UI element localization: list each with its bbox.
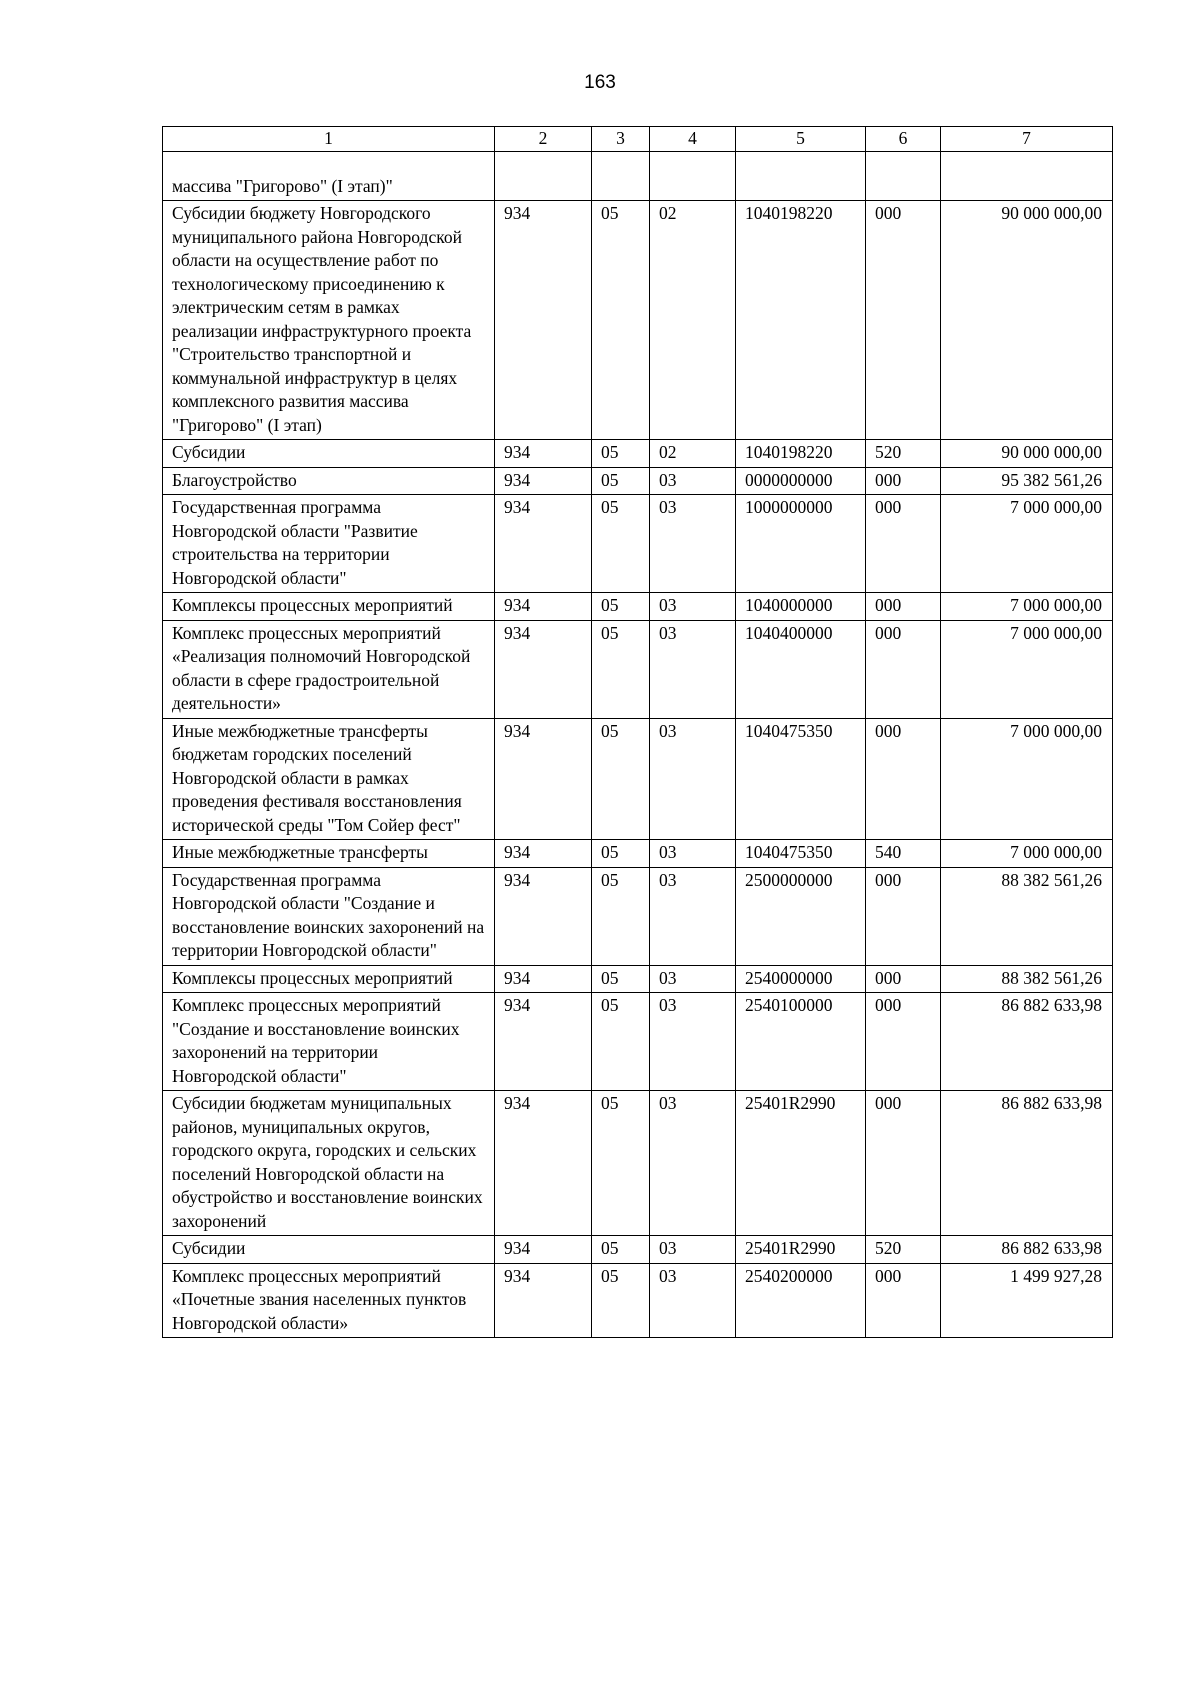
cell-c4: 03 [650,965,736,993]
table-row-continuation [163,152,1113,201]
cell-name: Государственная программа Новгородской области "Создание и восстановление воинских захоронений на территории Новгородской области" [163,867,495,965]
cell-c2: 934 [495,1263,592,1338]
table-row [163,1091,1113,1236]
table-row [163,840,1113,868]
table-row [163,495,1113,593]
cell-c6: 000 [866,495,941,593]
cell-name: Субсидии бюджетам муниципальных районов, муниципальных округов, городского округа, городских и сельских поселений Новгородской области на обустройство и восстановление воинских захоронений [163,1091,495,1236]
header-col-1: 1 [163,127,495,152]
cell-c5: 2540100000 [736,993,866,1091]
cell-c6: 000 [866,201,941,440]
header-col-6: 6 [866,127,941,152]
cell-amount [941,152,1113,201]
cell-c3: 05 [592,840,650,868]
cell-c3: 05 [592,718,650,840]
cell-c4: 03 [650,840,736,868]
table-row [163,867,1113,965]
cell-c3: 05 [592,620,650,718]
table-row [163,965,1113,993]
cell-c6: 000 [866,620,941,718]
cell-c2: 934 [495,867,592,965]
cell-c6: 000 [866,965,941,993]
cell-amount: 7 000 000,00 [941,840,1113,868]
cell-c2: 934 [495,593,592,621]
cell-c5: 0000000000 [736,467,866,495]
cell-c4: 03 [650,1091,736,1236]
cell-c5: 2540200000 [736,1263,866,1338]
cell-c5: 1040475350 [736,718,866,840]
cell-c4: 03 [650,993,736,1091]
cell-c3 [592,152,650,201]
cell-name: Субсидии [163,440,495,468]
cell-c4: 03 [650,467,736,495]
cell-c5: 2500000000 [736,867,866,965]
cell-c2: 934 [495,965,592,993]
cell-name: Государственная программа Новгородской области "Развитие строительства на территории Новгородской области" [163,495,495,593]
cell-c6: 000 [866,1263,941,1338]
cell-c2: 934 [495,718,592,840]
cell-amount: 7 000 000,00 [941,718,1113,840]
cell-name: Комплекс процессных мероприятий "Создание и восстановление воинских захоронений на территории Новгородской области" [163,993,495,1091]
cell-c5 [736,152,866,201]
cell-c4: 02 [650,201,736,440]
table-row [163,1236,1113,1264]
cell-c6: 520 [866,440,941,468]
cell-c2: 934 [495,201,592,440]
cell-c3: 05 [592,201,650,440]
cell-name: Иные межбюджетные трансферты [163,840,495,868]
cell-c2: 934 [495,495,592,593]
header-col-2: 2 [495,127,592,152]
cell-name: Субсидии [163,1236,495,1264]
cell-c4: 03 [650,718,736,840]
cell-name: Комплексы процессных мероприятий [163,593,495,621]
cell-name: Комплексы процессных мероприятий [163,965,495,993]
cell-c3: 05 [592,965,650,993]
cell-name: массива "Григорово" (I этап)" [163,152,495,201]
cell-amount: 7 000 000,00 [941,620,1113,718]
cell-amount: 88 382 561,26 [941,965,1113,993]
cell-c6: 520 [866,1236,941,1264]
cell-c3: 05 [592,867,650,965]
cell-c3: 05 [592,1091,650,1236]
header-col-5: 5 [736,127,866,152]
cell-c6: 000 [866,718,941,840]
cell-c2: 934 [495,440,592,468]
header-row [163,127,1113,152]
cell-c5: 1040000000 [736,593,866,621]
cell-c5: 1040198220 [736,440,866,468]
cell-c5: 1040400000 [736,620,866,718]
cell-amount: 7 000 000,00 [941,495,1113,593]
cell-c6: 000 [866,593,941,621]
table-row [163,201,1113,440]
cell-c6: 000 [866,467,941,495]
cell-c6: 000 [866,993,941,1091]
cell-name: Комплекс процессных мероприятий «Реализация полномочий Новгородской области в сфере градостроительной деятельности» [163,620,495,718]
cell-c5: 1040475350 [736,840,866,868]
cell-c3: 05 [592,593,650,621]
cell-c4 [650,152,736,201]
cell-amount: 90 000 000,00 [941,201,1113,440]
cell-c4: 03 [650,1263,736,1338]
cell-c5: 1040198220 [736,201,866,440]
cell-amount: 88 382 561,26 [941,867,1113,965]
table-row [163,467,1113,495]
cell-c4: 02 [650,440,736,468]
page-number: 163 [584,72,616,93]
cell-name: Субсидии бюджету Новгородского муниципального района Новгородской области на осуществление работ по технологическому присоединению к электрическим сетям в рамках реализации инфраструктурного проекта "Строительство транспортной и коммунальной инфраструктур в целях комплексного развития массива "Григорово" (I этап) [163,201,495,440]
cell-c2: 934 [495,1091,592,1236]
cell-c6: 540 [866,840,941,868]
cell-c5: 25401R2990 [736,1091,866,1236]
cell-amount: 7 000 000,00 [941,593,1113,621]
cell-c4: 03 [650,1236,736,1264]
table-row [163,993,1113,1091]
cell-name: Комплекс процессных мероприятий «Почетные звания населенных пунктов Новгородской области» [163,1263,495,1338]
cell-c3: 05 [592,467,650,495]
cell-c2: 934 [495,467,592,495]
cell-amount: 95 382 561,26 [941,467,1113,495]
table-row [163,440,1113,468]
header-col-4: 4 [650,127,736,152]
cell-amount: 86 882 633,98 [941,993,1113,1091]
cell-amount: 90 000 000,00 [941,440,1113,468]
cell-c3: 05 [592,1263,650,1338]
cell-c6 [866,152,941,201]
header-col-7: 7 [941,127,1113,152]
header-col-3: 3 [592,127,650,152]
cell-c5: 1000000000 [736,495,866,593]
table-row [163,620,1113,718]
cell-name: Благоустройство [163,467,495,495]
budget-table [162,126,1113,1338]
cell-c4: 03 [650,867,736,965]
cell-c5: 2540000000 [736,965,866,993]
cell-amount: 86 882 633,98 [941,1091,1113,1236]
cell-c3: 05 [592,993,650,1091]
cell-c2: 934 [495,993,592,1091]
table-row [163,593,1113,621]
cell-c3: 05 [592,440,650,468]
cell-c4: 03 [650,620,736,718]
cell-c3: 05 [592,1236,650,1264]
table-row [163,718,1113,840]
cell-c4: 03 [650,495,736,593]
cell-c2: 934 [495,620,592,718]
cell-amount: 1 499 927,28 [941,1263,1113,1338]
cell-c6: 000 [866,867,941,965]
cell-c6: 000 [866,1091,941,1236]
table-row [163,1263,1113,1338]
cell-amount: 86 882 633,98 [941,1236,1113,1264]
cell-c2: 934 [495,1236,592,1264]
cell-c2: 934 [495,840,592,868]
cell-c5: 25401R2990 [736,1236,866,1264]
cell-c2 [495,152,592,201]
cell-name: Иные межбюджетные трансферты бюджетам городских поселений Новгородской области в рамках проведения фестиваля восстановления исторической среды "Том Сойер фест" [163,718,495,840]
cell-c4: 03 [650,593,736,621]
cell-c3: 05 [592,495,650,593]
